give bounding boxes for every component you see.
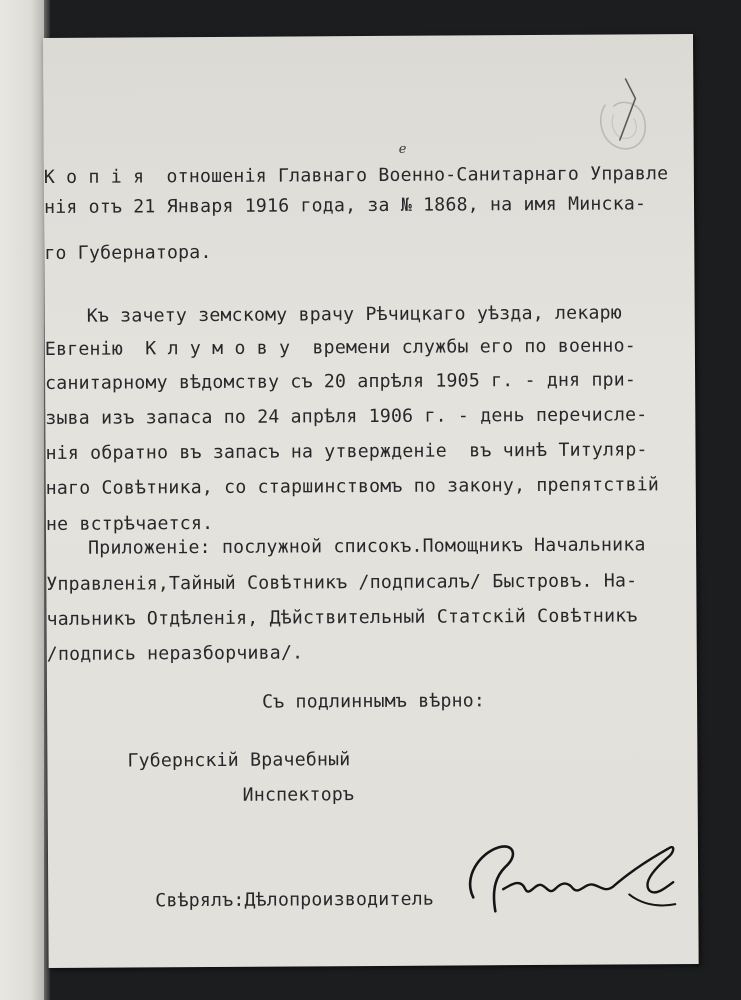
body-line-5: нія обратно въ запасъ на утвержденіе въ чинѣ Титуляр-: [45, 439, 648, 464]
body-line-2: Евгенію К л у м о в у времени службы его по военно-: [44, 335, 636, 360]
body-line-3: санитарному вѣдомству съ 20 апрѣля 1905 г. - дня при-: [45, 369, 637, 394]
appendix-line-3: чальникъ Отдѣленія, Дѣйствительный Статскій Совѣтникъ: [46, 605, 638, 630]
appendix-line-2: Управленія,Тайный Совѣтникъ /подписалъ/ Быстровъ. На-: [46, 570, 638, 595]
verified-by-line: Свѣрялъ:Дѣлопроизводитель: [155, 888, 435, 912]
adjacent-page: [0, 0, 44, 1000]
header-line-3: го Губернатора.: [44, 241, 212, 264]
body-line-7: не встрѣчается.: [45, 512, 214, 535]
body-line-4: зыва изъ запаса по 24 апрѣля 1906 г. - день перечисле-: [45, 404, 648, 429]
handwritten-signature: [443, 824, 694, 926]
appendix-line-4: /подпись неразборчива/.: [46, 642, 304, 665]
handwritten-correction: е: [398, 141, 407, 157]
document-page: [43, 34, 699, 968]
appendix-line-1: Приложеніе: послужной списокъ.Помощникъ Начальника: [88, 534, 646, 559]
certification-line: Съ подлиннымъ вѣрно:: [261, 690, 486, 713]
embossed-stamp-mark: [591, 74, 662, 164]
inspector-title-line-2: Инспекторъ: [242, 784, 355, 806]
body-line-6: наго Совѣтника, со старшинствомъ по закону, препятствій: [45, 474, 660, 499]
header-line-1: К о п і я отношенія Главнаго Военно-Санитарнаго Управле: [43, 163, 669, 188]
header-line-2: нія отъ 21 Января 1916 года, за № 1868, на имя Минска-: [43, 193, 647, 218]
body-line-1: Къ зачету земскому врачу Рѣчицкаго уѣзда, лекарю: [86, 302, 622, 327]
inspector-title-line-1: Губернскій Врачебный: [127, 749, 351, 772]
